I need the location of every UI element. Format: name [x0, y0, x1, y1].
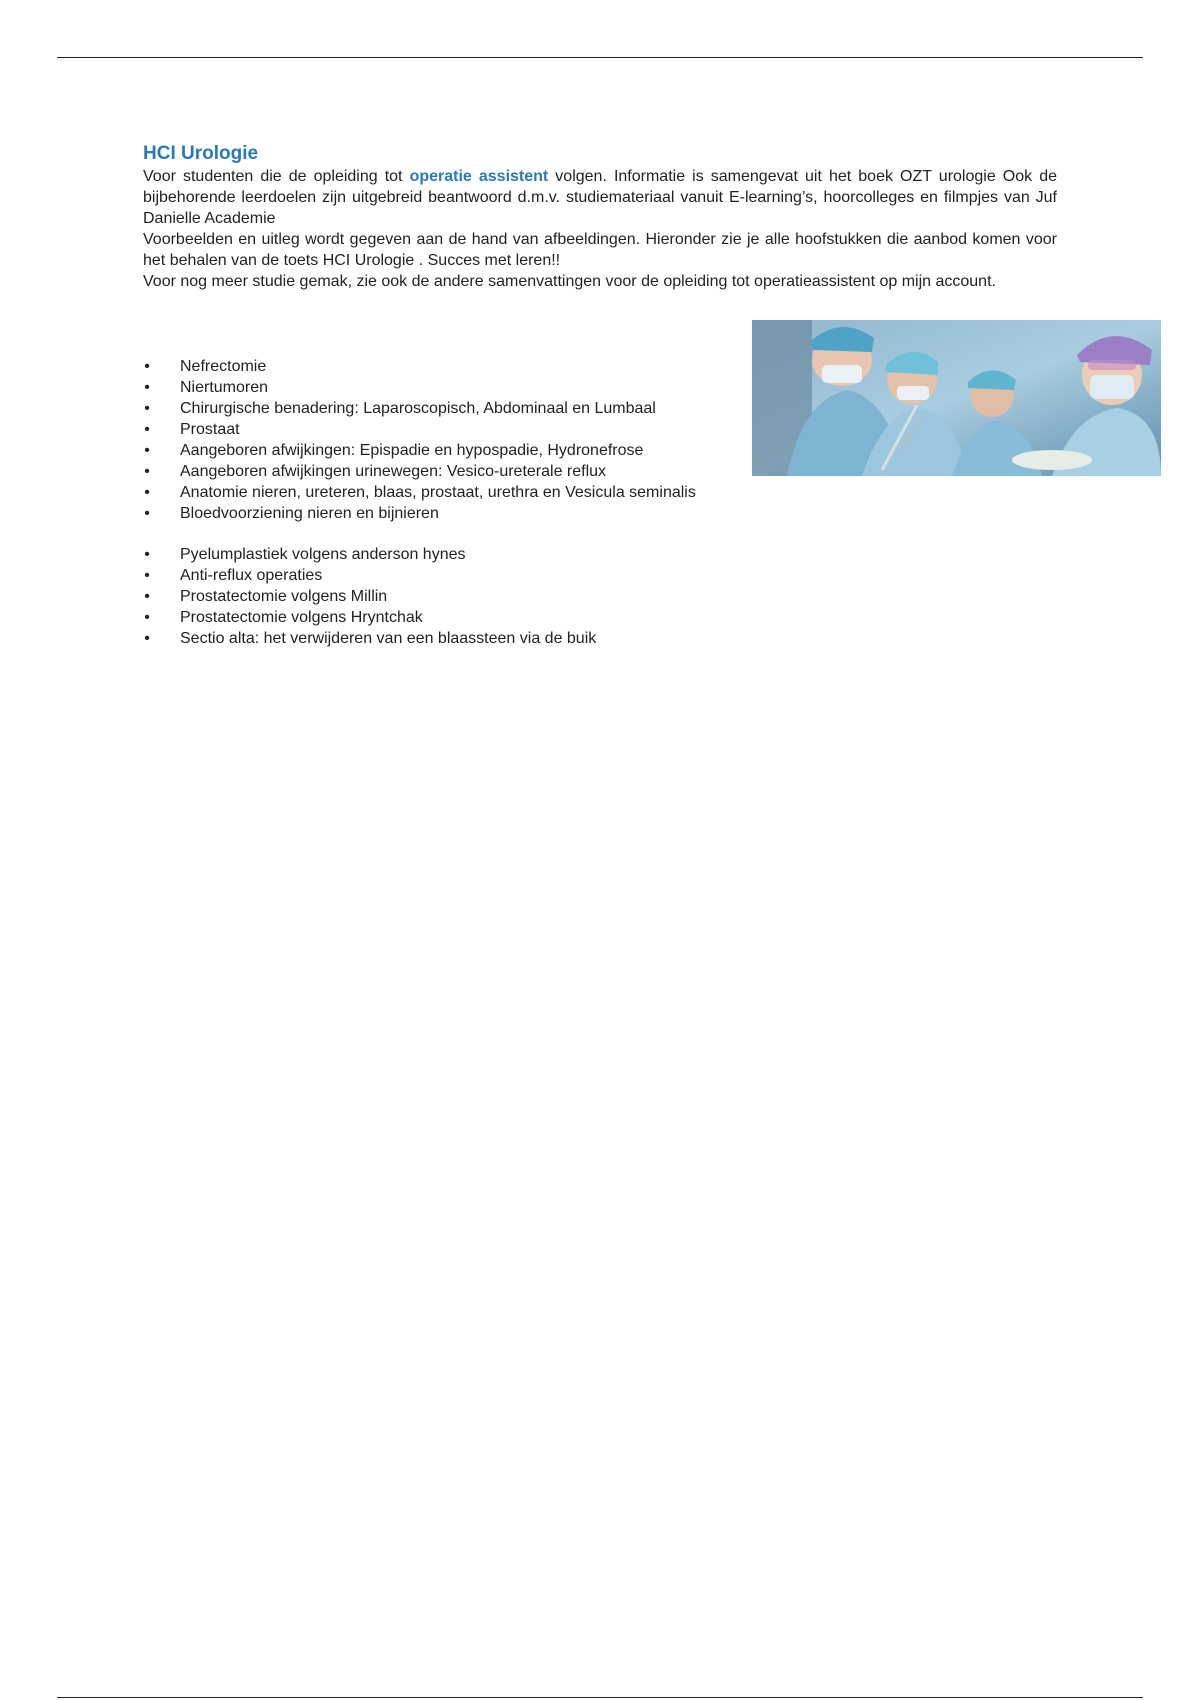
list-item-label: Sectio alta: het verwijderen van een blaassteen via de buik [180, 630, 597, 647]
footer-rule [57, 1697, 1143, 1698]
paragraph-more-summaries: Voor nog meer studie gemak, zie ook de andere samenvattingen voor de opleiding tot operatieassistent op mijn account. [143, 273, 996, 290]
list-item-label: Nefrectomie [180, 358, 267, 375]
list-item [140, 440, 696, 461]
bullet: • [144, 442, 150, 459]
document-body [143, 143, 1057, 292]
bullet: • [144, 421, 150, 438]
bullet: • [144, 609, 150, 626]
bullet: • [144, 379, 150, 396]
list-item [140, 628, 596, 649]
surgery-photo [752, 320, 1161, 476]
bullet: • [144, 463, 150, 480]
chapter-list [140, 356, 696, 524]
list-item-label: Aangeboren afwijkingen: Epispadie en hypospadie, Hydronefrose [180, 442, 644, 459]
header-rule [57, 57, 1143, 58]
bullet: • [144, 358, 150, 375]
list-item [140, 607, 596, 628]
bullet: • [144, 630, 150, 647]
list-item [140, 503, 696, 524]
list-item-label: Niertumoren [180, 379, 269, 396]
list-item-label: Anti-reflux operaties [180, 567, 323, 584]
list-item [140, 419, 696, 440]
bullet: • [144, 588, 150, 605]
list-item [140, 398, 696, 419]
operation-list [140, 544, 596, 649]
list-item [140, 482, 696, 503]
list-item-label: Aangeboren afwijkingen urinewegen: Vesico-ureterale reflux [180, 463, 607, 480]
list-item-label: Prostatectomie volgens Hryntchak [180, 609, 423, 626]
list-item-label: Chirurgische benadering: Laparoscopisch, Abdominaal en Lumbaal [180, 400, 656, 417]
intro-text-end: volgen. Informatie is samengevat uit het boek OZT urologie Ook de bijbehorende leerdoelen zijn uitgebreid beantwoord d.m.v. studiemateriaal vanuit E-learning’s, hoorcolleges en filmpjes van Juf Danielle Academie [143, 168, 1057, 227]
list-item [140, 544, 596, 565]
intro-text-start: Voor studenten die de opleiding tot [143, 168, 410, 185]
paragraph-chapters: Voorbeelden en uitleg wordt gegeven aan de hand van afbeeldingen. Hieronder zie je alle hoofstukken die aanbod komen voor het behalen van de toets HCI Urologie . Succes met leren!! [143, 231, 1057, 269]
list-item [140, 356, 696, 377]
list-item [140, 461, 696, 482]
list-item-label: Prostaat [180, 421, 240, 438]
list-item-label: Bloedvoorziening nieren en bijnieren [180, 505, 439, 522]
list-item-label: Prostatectomie volgens Millin [180, 588, 388, 605]
list-item [140, 377, 696, 398]
bullet: • [144, 567, 150, 584]
bullet: • [144, 484, 150, 501]
intro-paragraph [143, 166, 1057, 229]
bullet: • [144, 400, 150, 417]
list-item [140, 586, 596, 607]
document-title: HCI Urologie [143, 143, 259, 164]
bullet: • [144, 505, 150, 522]
list-item-label: Anatomie nieren, ureteren, blaas, prostaat, urethra en Vesicula seminalis [180, 484, 696, 501]
list-item-label: Pyelumplastiek volgens anderson hynes [180, 546, 466, 563]
intro-accent-text: operatie assistent [409, 168, 549, 185]
list-item [140, 565, 596, 586]
bullet: • [144, 546, 150, 563]
